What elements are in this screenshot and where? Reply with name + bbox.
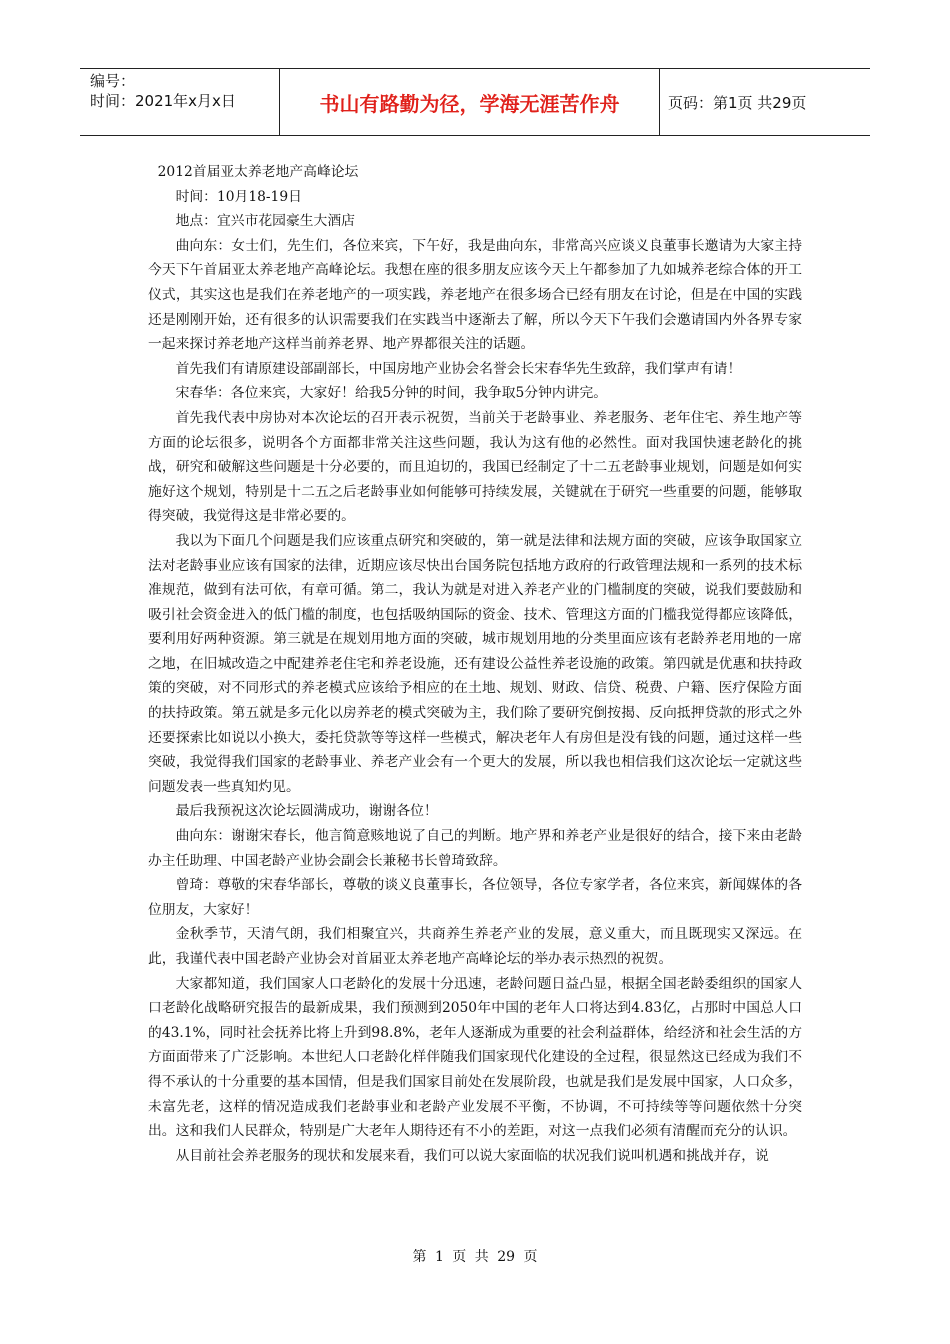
page-footer: 第 1 页 共 29 页 [412, 1249, 538, 1265]
page-header [80, 68, 870, 136]
paragraph: 大家都知道，我们国家人口老龄化的发展十分迅速，老龄问题日益凸显，根据全国老龄委组织的国家人口老龄化战略研究报告的最新成果，我们预测到2050年中国的老年人口将达到4.83亿，占那时中国总人口的43.1%，同时社会抚养比将上升到98.8%，老年人逐渐成为重要的社会利益群体，给经济和社会生活的方方面面带来了广泛影响。本世纪人口老龄化样伴随我们国家现代化建设的全过程，很显然这已经成为我们不得不承认的十分重要的基本国情，但是我们国家目前处在发展阶段，也就是我们是发展中国家，人口众多，未富先老，这样的情况造成我们老龄事业和老龄产业发展不平衡，不协调，不可持续等等问题依然十分突出。这和我们人民群众，特别是广大老年人期待还有不小的差距，对这一点我们必须有清醒而充分的认识。 [148, 975, 802, 1140]
paragraph: 曾琦：尊敬的宋春华部长，尊敬的谈义良董事长，各位领导，各位专家学者，各位来宾，新闻媒体的各位朋友，大家好！ [148, 877, 802, 918]
paragraph: 从目前社会养老服务的现状和发展来看，我们可以说大家面临的状况我们说叫机遇和挑战并存，说 [175, 1147, 769, 1164]
document-title: 2012首届亚太养老地产高峰论坛 [157, 164, 359, 180]
document-number-label: 编号： [90, 72, 136, 90]
paragraph: 时间：10月18-19日 [175, 188, 302, 205]
paragraph: 首先我代表中房协对本次论坛的召开表示祝贺，当前关于老龄事业、养老服务、老年住宅、养生地产等方面的论坛很多，说明各个方面都非常关注这些问题，我认为这有他的必然性。面对我国快速老龄化的挑战，研究和破解这些问题是十分必要的，而且迫切的，我国已经制定了十二五老龄事业规划，问题是如何实施好这个规划，特别是十二五之后老龄事业如何能够可持续发展，关键就在于研究一些重要的问题，能够取得突破，我觉得这是非常必要的。 [148, 409, 802, 525]
header-page-info: 页码：第1页 共29页 [668, 93, 807, 112]
header-motto: 书山有路勤为径，学海无涯苦作舟 [280, 69, 660, 135]
paragraph: 最后我预祝这次论坛圆满成功，谢谢各位！ [175, 803, 438, 820]
header-meta [80, 69, 280, 135]
paragraph: 曲向东：谢谢宋春长，他言简意赅地说了自己的判断。地产界和养老产业是很好的结合，接下来由老龄办主任助理、中国老龄产业协会副会长兼秘书长曾琦致辞。 [148, 828, 802, 869]
paragraph: 首先我们有请原建设部副部长，中国房地产业协会名誉会长宋春华先生致辞，我们掌声有请！ [175, 360, 742, 377]
paragraph: 曲向东：女士们，先生们，各位来宾，下午好，我是曲向东，非常高兴应谈义良董事长邀请为大家主持今天下午首届亚太养老地产高峰论坛。我想在座的很多朋友应该今天上午都参加了九如城养老综合体的开工仪式，其实这也是我们在养老地产的一项实践，养老地产在很多场合已经有朋友在讨论，但是在中国的实践还是刚刚开始，还有很多的认识需要我们在实践当中逐渐去了解，所以今天下午我们会邀请国内外各界专家一起来探讨养老地产这样当前养老界、地产界都很关注的话题。 [148, 237, 802, 353]
paragraph: 金秋季节，天清气朗，我们相聚宜兴，共商养生养老产业的发展，意义重大，而且既现实又深远。在此，我谨代表中国老龄产业协会对首届亚太养老地产高峰论坛的举办表示热烈的祝贺。 [148, 926, 802, 967]
document-body [148, 160, 802, 1168]
paragraph: 我以为下面几个问题是我们应该重点研究和突破的，第一就是法律和法规方面的突破，应该争取国家立法对老龄事业应该有国家的法律，近期应该尽快出台国务院包括地方政府的行政管理法规和一系列的技术标准规范，做到有法可依，有章可循。第二，我认为就是对进入养老产业的门槛制度的突破，说我们要鼓励和吸引社会资金进入的低门槛的制度，也包括吸纳国际的资金、技术、管理这方面的门槛我觉得都应该降低，要利用好两种资源。第三就是在规划用地方面的突破，城市规划用地的分类里面应该有老龄养老用地的一席之地，在旧城改造之中配建养老住宅和养老设施，还有建设公益性养老设施的政策。第四就是优惠和扶持政策的突破，对不同形式的养老模式应该给予相应的在土地、规划、财政、信贷、税费、户籍、医疗保险方面的扶持政策。第五就是多元化以房养老的模式突破为主，我们除了要研究倒按揭、反向抵押贷款的形式之外还要探索比如说以小换大，委托贷款等等这样一些模式，解决老年人有房但是没有钱的问题，通过这样一些突破，我觉得我们国家的老龄事业、养老产业会有一个更大的发展，所以我也相信我们这次论坛一定就这些问题发表一些真知灼见。 [148, 532, 802, 795]
paragraph: 地点：宜兴市花园豪生大酒店 [175, 213, 355, 230]
paragraph: 宋春华：各位来宾，大家好！给我5分钟的时间，我争取5分钟内讲完。 [175, 385, 608, 402]
document-time-label: 时间：2021年x月x日 [90, 92, 236, 110]
